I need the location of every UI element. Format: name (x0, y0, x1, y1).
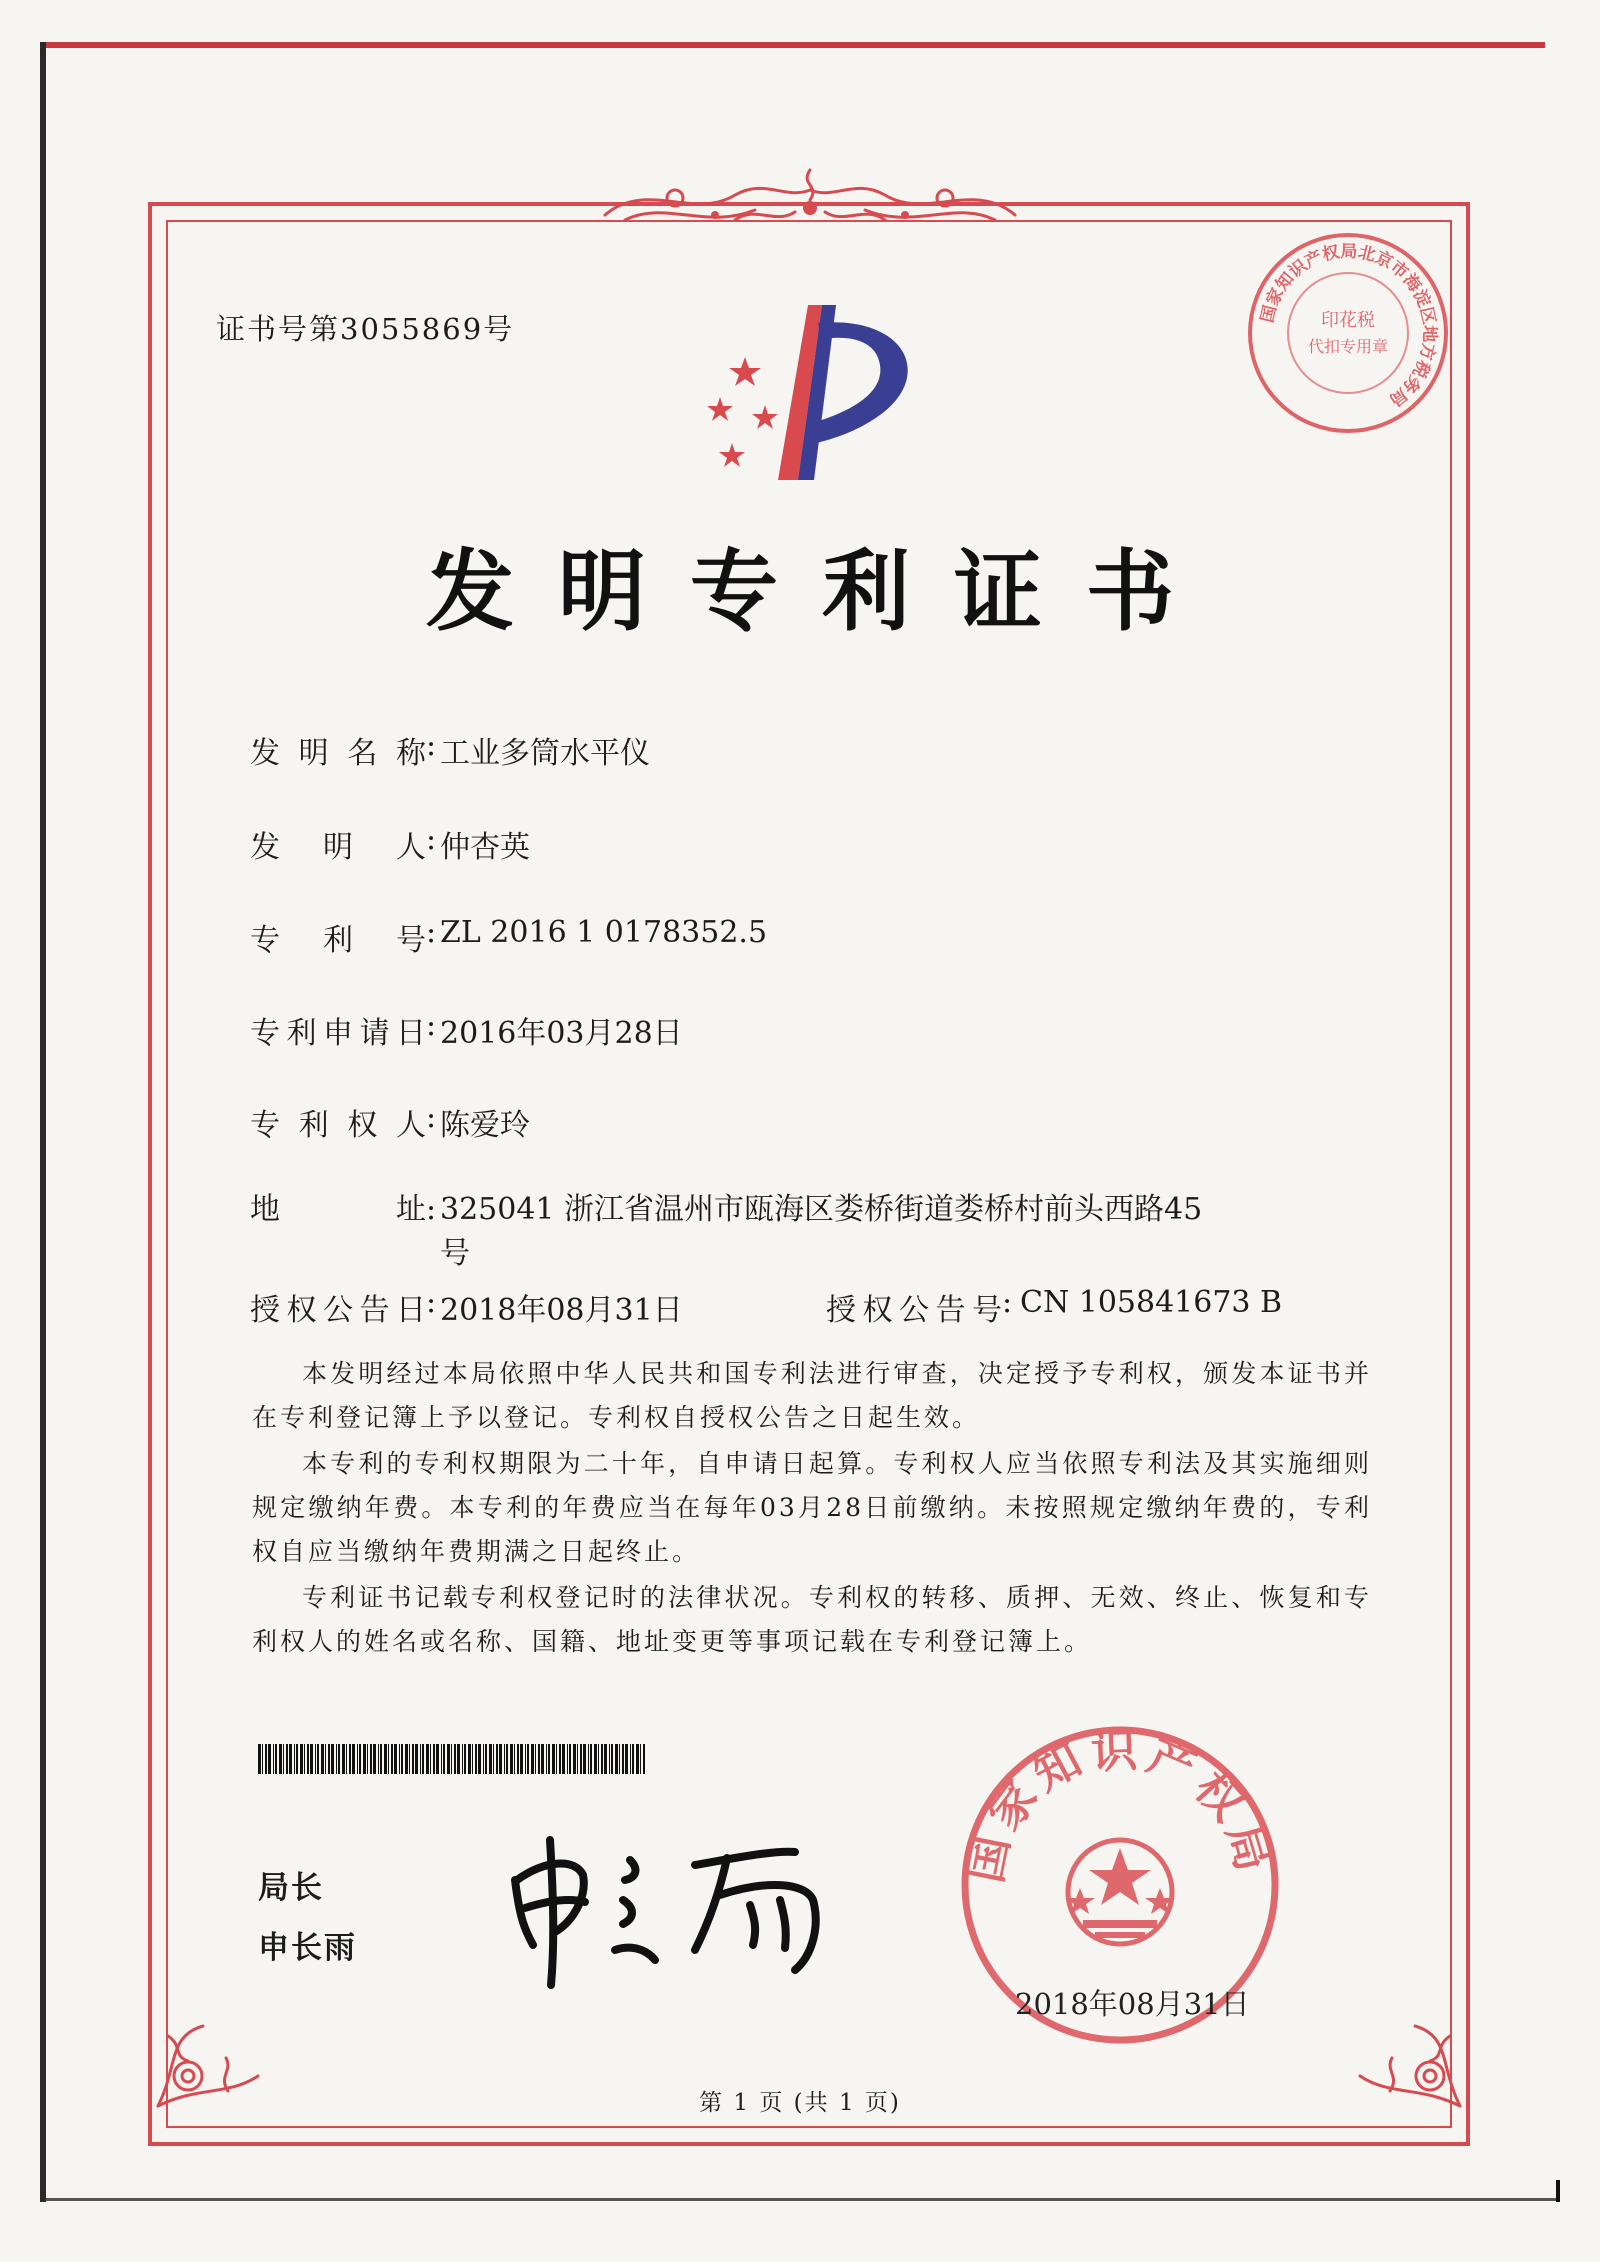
notice-text (252, 1352, 1372, 1666)
field-label: 发明名称 (250, 736, 426, 771)
field-value: CN 105841673 B (1020, 1285, 1283, 1320)
field-value: 2018年08月31日 (440, 1293, 683, 1328)
field-grant-number: 授权公告号 : CN 105841673 B (826, 1285, 1283, 1328)
page-number: 第 1 页 (共 1 页) (699, 2090, 901, 2116)
field-value: 仲杏英 (440, 830, 530, 865)
field-application-date: 专利申请日 : 2016年03月28日 (250, 1008, 683, 1051)
field-label: 专利号 (250, 923, 426, 958)
official-title: 局长 (258, 1870, 324, 1906)
notice-paragraph: 本专利的专利权期限为二十年，自申请日起算。专利权人应当依照专利法及其实施细则规定缴纳年费。本专利的年费应当在每年03月28日前缴纳。未按照规定缴纳年费的，专利权自应当缴纳年费期满之日起终止。 (252, 1449, 1372, 1566)
svg-text:代扣专用章: 代扣专用章 (1307, 337, 1389, 356)
svg-text:国家知识产权局: 国家知识产权局 (957, 1723, 1281, 1887)
page-title: 发明专利证书 (425, 539, 1218, 643)
field-label: 专利申请日 (250, 1016, 426, 1051)
tax-stamp-seal (1243, 228, 1453, 438)
scan-edge-bottom (40, 2198, 1560, 2201)
certificate-number: 证书号第3055869号 (216, 312, 515, 346)
field-address: 地址 : 325041 浙江省温州市瓯海区娄桥街道娄桥村前头西路45号 (250, 1188, 1220, 1276)
seal-date: 2018年08月31日 (1015, 1987, 1250, 2021)
field-label: 地址 (250, 1192, 426, 1227)
top-ornament-icon (585, 160, 1035, 240)
notice-paragraph: 本发明经过本局依照中华人民共和国专利法进行审查，决定授予专利权，颁发本证书并在专利登记簿上予以登记。专利权自授权公告之日起生效。 (252, 1359, 1372, 1432)
field-value: 工业多筒水平仪 (440, 736, 650, 771)
official-name: 申长雨 (258, 1930, 357, 1966)
field-patent-number: 专利号 : ZL 2016 1 0178352.5 (250, 915, 768, 958)
scan-edge-mark (1556, 2180, 1560, 2202)
field-value: 2016年03月28日 (440, 1016, 683, 1051)
scan-edge-left (40, 42, 46, 2202)
scan-edge-top (40, 42, 1545, 48)
field-label: 授权公告日 (250, 1293, 426, 1328)
field-grant-date: 授权公告日 : 2018年08月31日 (250, 1285, 683, 1328)
field-value: 325041 浙江省温州市瓯海区娄桥街道娄桥村前头西路45号 (440, 1192, 1203, 1271)
field-label: 授权公告号 (826, 1293, 1002, 1328)
barcode-icon (258, 1744, 648, 1774)
cnipa-logo-icon (690, 305, 935, 485)
field-value: ZL 2016 1 0178352.5 (440, 915, 768, 950)
svg-text:印花税: 印花税 (1321, 310, 1375, 331)
field-inventor: 发明人 : 仲杏英 (250, 822, 530, 865)
field-invention-name: 发明名称 : 工业多筒水平仪 (250, 728, 650, 771)
svg-text:国家知识产权局北京市海淀区地方税务局: 国家知识产权局北京市海淀区地方税务局 (1257, 241, 1440, 410)
field-patentee: 专利权人 : 陈爱玲 (250, 1100, 530, 1143)
director-signature (495, 1820, 855, 1990)
notice-paragraph: 专利证书记载专利权登记时的法律状况。专利权的转移、质押、无效、终止、恢复和专利权人的姓名或名称、国籍、地址变更等事项记载在专利登记簿上。 (252, 1583, 1372, 1656)
field-value: 陈爱玲 (440, 1108, 530, 1143)
field-label: 专利权人 (250, 1108, 426, 1143)
field-label: 发明人 (250, 830, 426, 865)
